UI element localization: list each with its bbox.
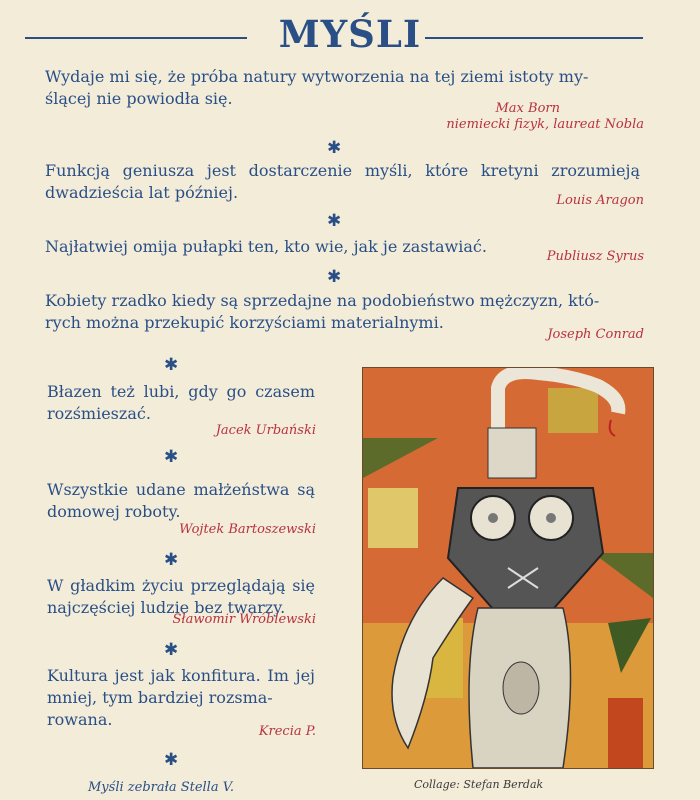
quote-author: Krecia P.: [258, 724, 316, 739]
quote-author: Sławomir Wróblewski: [172, 612, 316, 627]
quote-text: Kultura jest jak konfitura. Im jej mniej, tym bardziej rozsma- rowana.: [47, 666, 315, 729]
separator-star: ✱: [164, 447, 179, 467]
quote-text: W gładkim życiu przeglądają się najczęściej ludzie bez twarzy.: [47, 576, 315, 617]
quote-author: Max Born: [495, 101, 560, 116]
collage-illustration: [362, 367, 654, 769]
separator-star: ✱: [327, 267, 342, 287]
quote-text: Błazen też lubi, gdy go czasem rozśmieszać.: [47, 382, 315, 423]
quote-text: Wszystkie udane małżeństwa są domowej roboty.: [47, 480, 315, 521]
separator-star: ✱: [164, 640, 179, 660]
separator-star: ✱: [327, 211, 342, 231]
page-title: MYŚLI: [278, 12, 422, 56]
separator-star: ✱: [164, 355, 179, 375]
image-caption: Collage: Stefan Berdak: [414, 778, 544, 791]
compiled-by: Myśli zebrała Stella V.: [88, 780, 234, 795]
quote-author: Jacek Urbański: [215, 423, 316, 438]
separator-star: ✱: [327, 138, 342, 158]
quote-author: Joseph Conrad: [547, 327, 644, 342]
separator-star: ✱: [164, 750, 179, 770]
quote-author: Wojtek Bartoszewski: [179, 522, 316, 537]
header-rule-right: [425, 37, 643, 39]
header-rule-left: [25, 37, 247, 39]
quote-text: Najłatwiej omija pułapki ten, kto wie, jak je zastawiać.: [45, 237, 487, 256]
quote-text: Wydaje mi się, że próba natury wytworzenia na tej ziemi istoty my- ślącej nie powiodła się.: [45, 67, 589, 108]
quote-text: Funkcją geniusza jest dostarczenie myśli, które kretyni zrozumieją dwadzieścia lat później.: [45, 161, 640, 202]
separator-star: ✱: [164, 550, 179, 570]
quote-author: Publiusz Syrus: [546, 249, 644, 264]
quote-author-note: niemiecki fizyk, laureat Nobla: [446, 117, 644, 132]
collage-art: [363, 368, 653, 768]
quote-text: Kobiety rzadko kiedy są sprzedajne na podobieństwo mężczyzn, któ- rych można przekupić korzyściami materialnymi.: [45, 291, 600, 332]
quote-author: Louis Aragon: [556, 193, 644, 208]
